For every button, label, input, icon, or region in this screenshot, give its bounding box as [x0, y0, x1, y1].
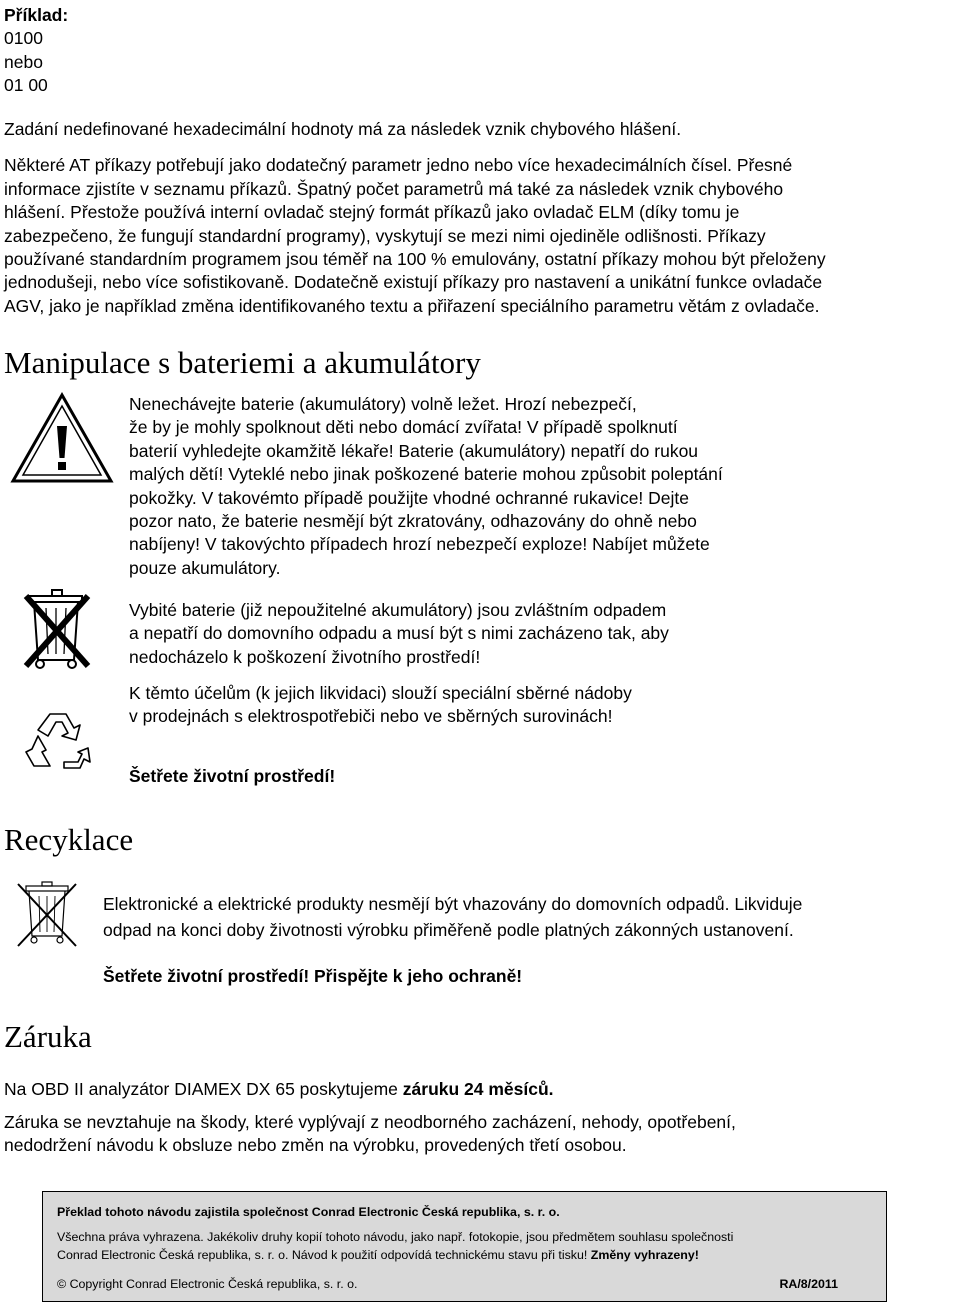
- intro-line: jednodušeji, nebo více sofistikovaně. Dodatečně existují příkazy pro nastavení a unikátní funkce ovladače: [4, 272, 823, 293]
- example-line: 01 00: [4, 74, 48, 95]
- recycling-line: Elektronické a elektrické produkty nesmějí být vhazovány do domovních odpadů. Likviduje: [103, 894, 803, 914]
- battery-save-env: Šetřete životní prostředí!: [129, 766, 336, 786]
- batteries-heading: Manipulace s bateriemi a akumulátory: [4, 345, 481, 380]
- battery-disposal-line: a nepatří do domovního odpadu a musí být s nimi zacházeno tak, aby: [129, 623, 669, 644]
- battery-warning-line: pouze akumulátory.: [129, 557, 281, 578]
- warranty-period: záruku 24 měsíců.: [402, 1079, 554, 1099]
- recycling-heading: Recyklace: [4, 822, 134, 857]
- battery-collection-text: [129, 682, 959, 729]
- battery-collection-line: K těmto účelům (k jejich likvidaci) slouží speciální sběrné nádoby: [129, 683, 632, 703]
- intro-line: hlášení. Přestože používá interní ovladač stejný formát příkazů jako ovladač ELM (díky tomu je: [4, 202, 740, 223]
- footer-title: Překlad tohoto návodu zajistila společnost Conrad Electronic Česká republika, s. r. o.: [57, 1205, 560, 1219]
- footer-changes-reserved: Změny vyhrazeny!: [590, 1248, 699, 1262]
- intro-line: informace zjistíte v seznamu příkazů. Špatný počet parametrů má také za následek vznik chybového: [4, 178, 784, 199]
- warranty-line: nedodržení návodu k obsluze nebo změn na výrobku, provedených třetí osobou.: [4, 1135, 627, 1156]
- battery-warning-line: Nenechávejte baterie (akumulátory) volně ležet. Hrozí nebezpečí,: [129, 394, 637, 414]
- battery-warning-text: [129, 393, 959, 580]
- battery-disposal-line: nedocházelo k poškození životního prostředí!: [129, 646, 481, 667]
- battery-warning-line: nabíjeny! V takovýchto případech hrozí nebezpečí exploze! Nabíjet můžete: [129, 534, 710, 555]
- intro-line: používané standardním programem jsou téměř na 100 % emulovány, ostatní příkazy mohou být přeloženy: [4, 249, 826, 270]
- footer-rights-text: Conrad Electronic Česká republika, s. r. o. Návod k použití odpovídá technickému stavu při tisku!: [57, 1248, 591, 1262]
- intro-line: zabezpečeno, že fungují standardní programy), vyskytují se mezi nimi ojediněle odlišnosti. Příkazy: [4, 225, 766, 246]
- example-line: 0100: [4, 28, 43, 49]
- intro-line: AGV, jako je například změna identifikovaného textu a přiřazení speciálního parametru větám z ovladače.: [4, 295, 820, 316]
- example-line: nebo: [4, 51, 43, 72]
- battery-warning-line: baterií vyhledejte okamžitě lékaře! Baterie (akumulátory) nepatří do rukou: [129, 440, 699, 461]
- recycling-save-env: Šetřete životní prostředí! Přispějte k jeho ochraně!: [103, 966, 523, 986]
- footer-rights-line2: [57, 1247, 699, 1264]
- warning-triangle-icon: [10, 392, 114, 484]
- warranty-para2: [4, 1111, 736, 1158]
- recycling-line: odpad na konci doby životnosti výrobku přiměřeně podle platných zákonných ustanovení.: [103, 920, 794, 940]
- footer-copyright: © Copyright Conrad Electronic Česká republika, s. r. o.: [57, 1277, 358, 1291]
- warranty-text: Na OBD II analyzátor DIAMEX DX 65 poskytujeme: [4, 1079, 403, 1099]
- battery-warning-line: pokožky. V takovémto případě použijte vhodné ochranné rukavice! Dejte: [129, 487, 689, 508]
- warranty-line1: [4, 1078, 554, 1101]
- footer-box: [42, 1191, 887, 1302]
- crossed-bin-icon: [22, 586, 92, 674]
- battery-warning-line: pozor nato, že baterie nesmějí být zkratovány, odhazovány do ohně nebo: [129, 511, 697, 532]
- battery-warning-line: že by je mohly spolknout děti nebo domácí zvířata! V případě spolknutí: [129, 417, 678, 438]
- recycle-icon: [24, 706, 92, 774]
- intro-line: Některé AT příkazy potřebují jako dodatečný parametr jedno nebo více hexadecimálních čísel. Přesné: [4, 155, 793, 176]
- warranty-heading: Záruka: [4, 1019, 92, 1054]
- weee-bin-icon: [12, 880, 82, 950]
- recycling-text: [103, 891, 802, 943]
- battery-collection-line: v prodejnách s elektrospotřebiči nebo ve sběrných surovinách!: [129, 706, 613, 727]
- warranty-line: Záruka se nevztahuje na škody, které vyplývají z neodborného zacházení, nehody, opotřebení,: [4, 1112, 736, 1132]
- battery-disposal-line: Vybité baterie (již nepoužitelné akumulátory) jsou zvláštním odpadem: [129, 600, 667, 620]
- footer-rights-line1: Všechna práva vyhrazena. Jakékoliv druhy kopií tohoto návodu, jako např. fotokopie, jsou předmětem souhlasu společnosti: [57, 1230, 734, 1244]
- intro-para1: Zadání nedefinované hexadecimální hodnoty má za následek vznik chybového hlášení.: [4, 119, 682, 139]
- battery-warning-line: malých dětí! Vyteklé nebo jinak poškozené baterie mohou způsobit poleptání: [129, 464, 723, 485]
- intro-text: [4, 118, 958, 318]
- example-heading: Příklad:: [4, 5, 69, 25]
- battery-disposal-text: [129, 599, 959, 669]
- footer-code: RA/8/2011: [779, 1277, 838, 1291]
- example-block: [4, 4, 68, 97]
